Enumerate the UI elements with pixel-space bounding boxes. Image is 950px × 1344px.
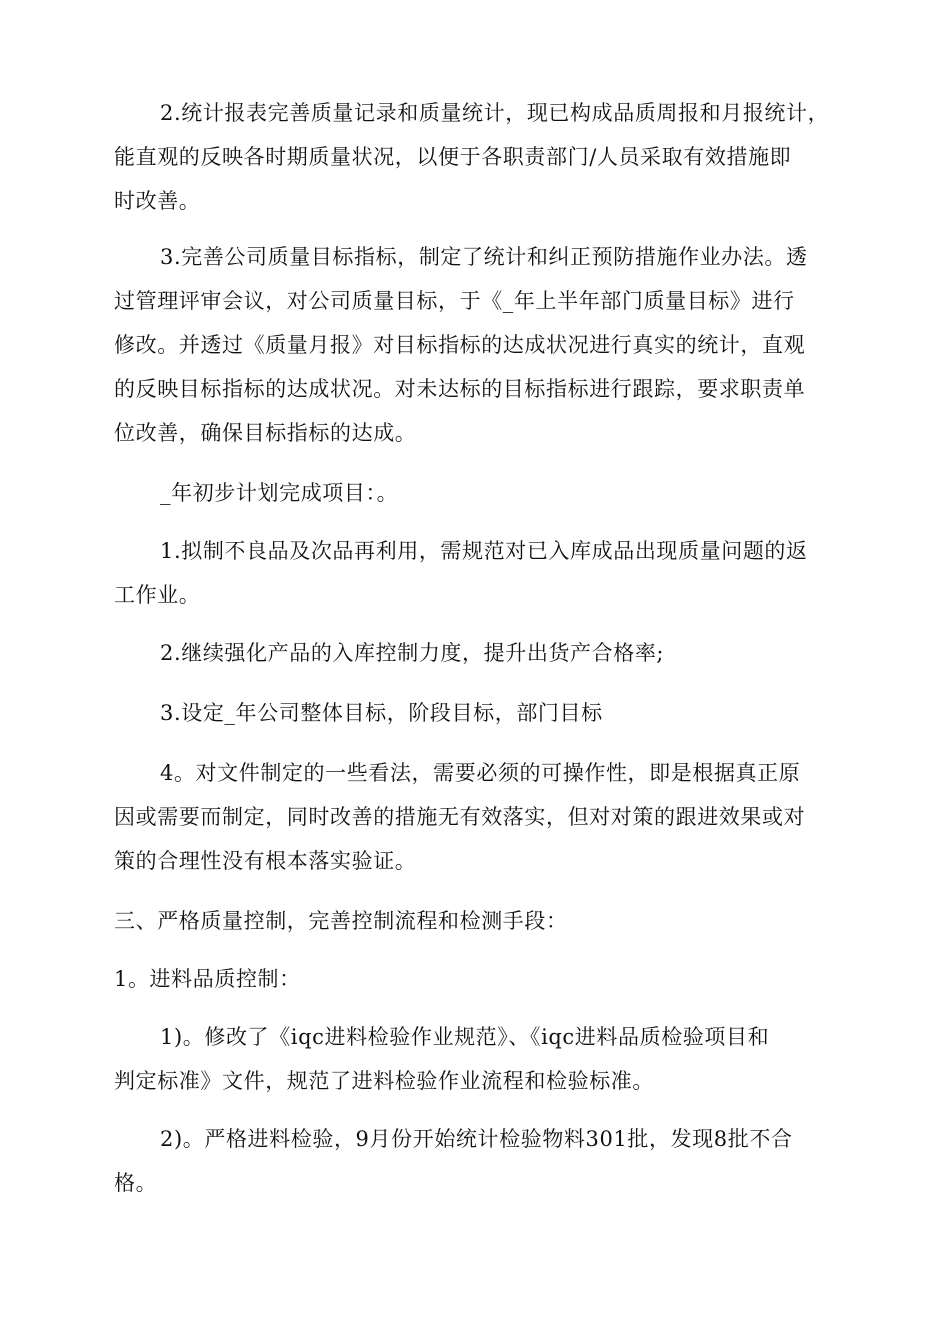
text-line: 的反映目标指标的达成状况。对未达标的目标指标进行跟踪，要求职责单 (114, 377, 806, 401)
section-heading: 三、严格质量控制，完善控制流程和检测手段： (114, 909, 568, 933)
text-line: 修改。并透过《质量月报》对目标指标的达成状况进行真实的统计，直观 (114, 333, 806, 357)
text-line: 2.继续强化产品的入库控制力度，提升出货产合格率; (160, 641, 665, 665)
text-line: 2.统计报表完善质量记录和质量统计，现已构成品质周报和月报统计， (160, 101, 830, 125)
text-line: 策的合理性没有根本落实验证。 (114, 849, 417, 873)
subsection-heading: 1。进料品质控制： (114, 967, 301, 991)
text-line: 过管理评审会议，对公司质量目标，于《_年上半年部门质量目标》进行 (114, 289, 795, 313)
text-line: 时改善。 (114, 189, 201, 213)
text-line: _年初步计划完成项目：。 (160, 481, 399, 505)
text-line: 位改善，确保目标指标的达成。 (114, 421, 417, 445)
text-line: 判定标准》文件，规范了进料检验作业流程和检验标准。 (114, 1069, 654, 1093)
text-line: 3.完善公司质量目标指标，制定了统计和纠正预防措施作业办法。透 (160, 245, 808, 269)
text-line: 2)。严格进料检验，9月份开始统计检验物料301批，发现8批不合 (160, 1127, 793, 1151)
text-line: 4。对文件制定的一些看法，需要必须的可操作性，即是根据真正原 (160, 761, 801, 785)
text-line: 格。 (114, 1171, 158, 1195)
text-line: 1)。修改了《iqc进料检验作业规范》、《iqc进料品质检验项目和 (160, 1025, 770, 1049)
text-line: 因或需要而制定，同时改善的措施无有效落实，但对对策的跟进效果或对 (114, 805, 806, 829)
text-line: 3.设定_年公司整体目标，阶段目标，部门目标 (160, 701, 603, 725)
text-line: 1.拟制不良品及次品再利用，需规范对已入库成品出现质量问题的返 (160, 539, 808, 563)
text-line: 能直观的反映各时期质量状况，以便于各职责部门/人员采取有效措施即 (114, 145, 792, 169)
text-line: 工作业。 (114, 583, 201, 607)
